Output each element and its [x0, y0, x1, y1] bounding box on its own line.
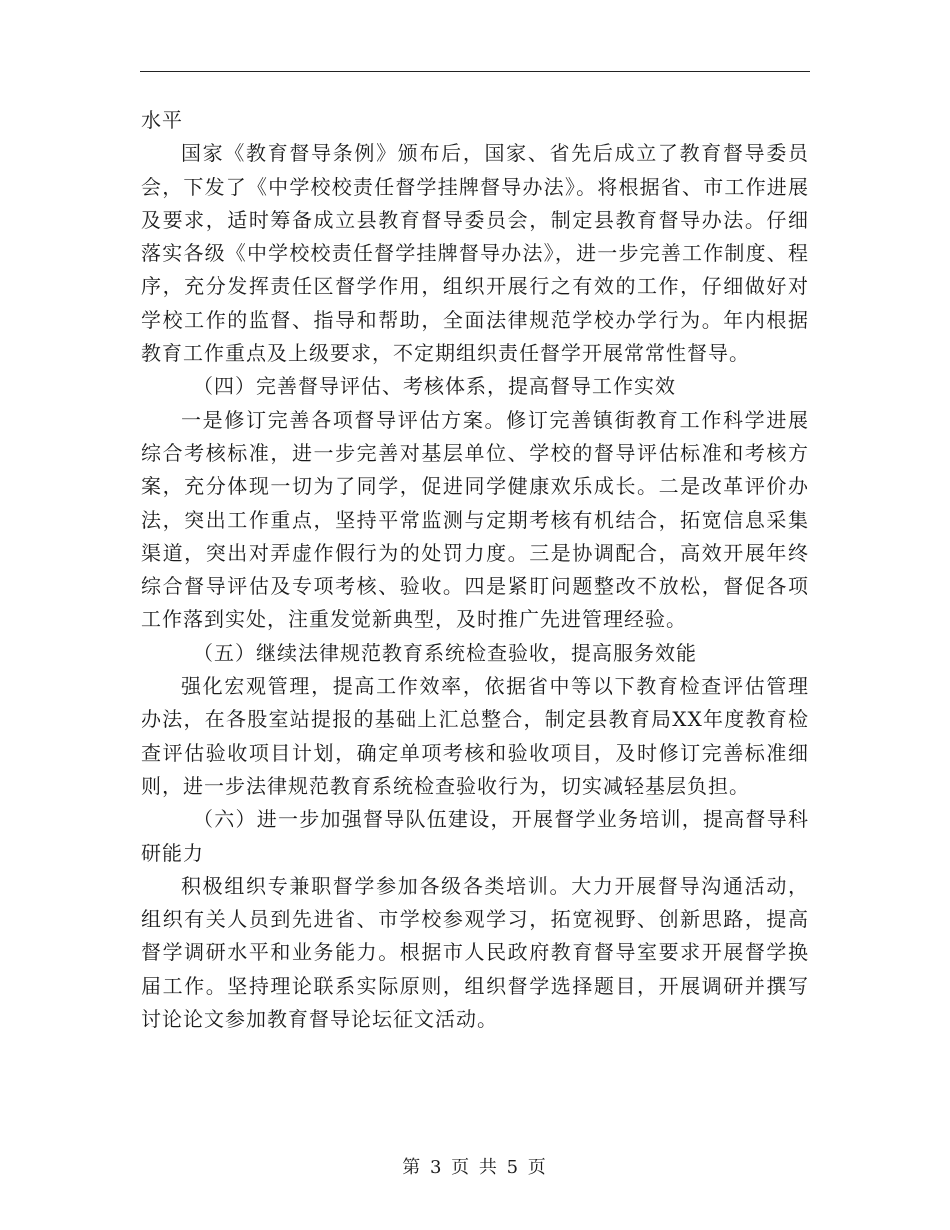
paragraph-macro-management: 强化宏观管理，提高工作效率，依据省中等以下教育检查评估管理办法，在各股室站提报的基础上汇总整合，制定县教育局XX年度教育检查评估验收项目计划，确定单项考核和验收项目，及时修订完善标准细则，进一步法律规范教育系统检查验收行为，切实减轻基层负担。	[141, 674, 809, 798]
section-heading-6: （六）进一步加强督导队伍建设，开展督学业务培训，提高督导科研能力	[141, 807, 809, 865]
paragraph-training: 积极组织专兼职督学参加各级各类培训。大力开展督导沟通活动，组织有关人员到先进省、市学校参观学习，拓宽视野、创新思路，提高督学调研水平和业务能力。根据市人民政府教育督导室要求开展督学换届工作。坚持理论联系实际原则，组织督学选择题目，开展调研并撰写讨论论文参加教育督导论坛征文活动。	[141, 873, 809, 1032]
section-heading-4: （四）完善督导评估、考核体系，提高督导工作实效	[193, 374, 676, 399]
paragraph-evaluation-plan: 一是修订完善各项督导评估方案。修订完善镇街教育工作科学进展综合考核标准，进一步完善对基层单位、学校的督导评估标准和考核方案，充分体现一切为了同学，促进同学健康欢乐成长。二是改革评价办法，突出工作重点，坚持平常监测与定期考核有机结合，拓宽信息采集渠道，突出对弄虚作假行为的处罚力度。三是协调配合，高效开展年终综合督导评估及专项考核、验收。四是紧盯问题整改不放松，督促各项工作落到实处，注重发觉新典型，及时推广先进管理经验。	[141, 407, 809, 632]
body-text	[141, 104, 809, 1036]
paragraph-inspection-regulations: 国家《教育督导条例》颁布后，国家、省先后成立了教育督导委员会，下发了《中学校校责任督学挂牌督导办法》。将根据省、市工作进展及要求，适时筹备成立县教育督导委员会，制定县教育督导办法。仔细落实各级《中学校校责任督学挂牌督导办法》，进一步完善工作制度、程序，充分发挥责任区督学作用，组织开展行之有效的工作，仔细做好对学校工作的监督、指导和帮助，全面法律规范学校办学行为。年内根据教育工作重点及上级要求，不定期组织责任督学开展常常性督导。	[141, 141, 809, 366]
page-number-footer: 第 3 页 共 5 页	[402, 1157, 548, 1178]
header-rule	[140, 71, 810, 72]
section-heading-5: （五）继续法律规范教育系统检查验收，提高服务效能	[193, 640, 697, 665]
paragraph-continuation: 水平	[141, 108, 183, 132]
